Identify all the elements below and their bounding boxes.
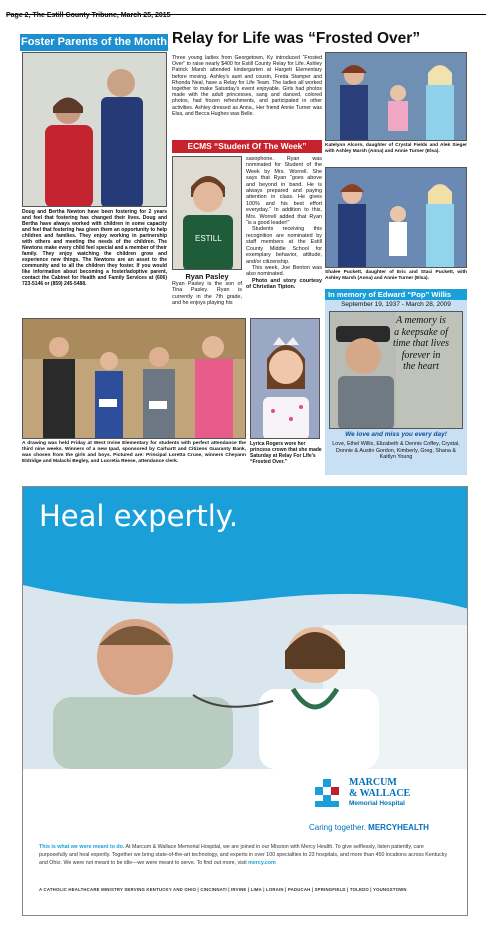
tagline-b: MERCYHEALTH (368, 823, 429, 832)
lyrica-photo (250, 318, 320, 439)
relay-body: Three young ladies from Georgetown, Ky introduced “Frosted Over” to raise nearly $400 for Estill County Relay for Life. Ashley Patrick Marsh attended kindergarten at Hargett Elementary before moving. Ashley’s aunt and cousin, Freda Stamper and Rhonda Neal, have a Relay for Life Team. The ladies all worked together to make Saturday’s event enjoyable. Girls had photos made with the adult princesses, sang and danced, colored photos, had frozen refreshments, and participated in other activities. Ashley dressed as Anna., Her friend Annie Turner was Elsa, and Becca Hughes was Belle. (172, 55, 322, 117)
quote-line-2: a keepsake of (394, 326, 448, 338)
lyrica-caption: Lyrica Rogers wore her princess crown that she made Saturday at Relay For Life’s “Frosted Over.” (250, 441, 322, 465)
memorial-names: Love, Ethel Willis, Elizabeth & Dennis Coffey, Crystal, Donnie & Austin Gordon, Kimberly, Greg, Shana & Kaitlyn Young (332, 441, 460, 461)
ad-footer: A CATHOLIC HEALTHCARE MINISTRY SERVING KENTUCKY AND OHIO | CINCINNATI | IRVINE | LIMA | LORAIN | PADUCAH | SPRINGFIELD | TOLEDO | YOUNGSTOWN (39, 887, 407, 892)
student-photo (172, 156, 242, 270)
relay-title: Relay for Life was “Frosted Over” (172, 30, 421, 47)
relay-photo-2 (325, 167, 467, 268)
ad-frame (22, 486, 468, 916)
ad-body-text: At Marcum & Wallace Memorial Hospital, we are joined in our Mission with Mercy Health. To give selflessly, listen patiently, care purposefully and heal expertly. Together we bring state-of-the-art technology, and experts in over 100 specialties to 23 hospitals, and more than 450 locations across Kentucky and Ohio. We were not meant to be idle—we were meant to serve. To find out more, visit (39, 844, 448, 866)
ad-top-band (23, 487, 468, 595)
ad-body (39, 843, 453, 867)
quote-line-4: forever in (401, 349, 441, 361)
ad-headline: Heal expertly. (39, 499, 239, 533)
drawing-photo (22, 318, 246, 439)
tagline-a: Caring together. (309, 823, 366, 832)
memorial-dates: September 19, 1937 - March 28, 2009 (341, 301, 451, 308)
memorial-photo (329, 311, 463, 429)
page-header (6, 4, 486, 19)
memorial-box (325, 289, 467, 475)
ad-lead: This is what we were meant to do. (39, 844, 125, 850)
hospital-logo (313, 775, 453, 819)
student-col1: Ryan Pasley is the son of Tina Pasley. Ryan is currently in the 7th grade, and he enjoys playing his (172, 281, 242, 307)
relay-photo-1 (325, 52, 467, 141)
student-credit: Photo and story courtesy of Christian Tipton. (246, 277, 322, 291)
student-col2c: This week, Joe Benton was also nominated. (246, 264, 322, 278)
ad-tagline (309, 823, 465, 832)
drawing-caption: A drawing was held Friday at West Irvine Elementary for students with perfect attendance the third nine weeks. Winners of a new Ipad, sponsored by Carhartt and Citizens Guaranty Bank, was chosen from the girls and boys. Pictured are: Principal Loretta Cruse, winners Cheyann Eldridge and Malachi Begley, and Lucretia Reese, attendance clerk. (22, 441, 246, 464)
student-col2a: saxophone. Ryan was nominated for Student of the Week by Mrs. Worrell. She says that Ryan “goes above and beyond in band. He is always prepared and paying attention in class. He gives 100% and his best effort everyday.” In addition to this, Mrs. Worrell added that Ryan “is a good leader!” (246, 156, 322, 227)
foster-photo (22, 52, 167, 207)
memorial-quote (384, 315, 458, 373)
student-title-bar (172, 140, 322, 153)
quote-line-3: time that lives (392, 338, 450, 349)
student-col2 (246, 156, 322, 291)
relay-caption-2: Shalee Puckett, daughter of Eric and Staci Puckett, with Ashley Marsh (Anna) and Annie Turner (Elsa). (325, 270, 467, 281)
logo-line-1: MARCUM (349, 777, 397, 788)
ad-photo (23, 585, 468, 769)
relay-caption-1: Katelynn Alcorn, daughter of Crystal Fields and Alek Sieger with Ashley Marsh (Anna) and Annie Turner (Elsa). (325, 143, 467, 154)
page-header-text: Page 2, The Estill County Tribune, March 25, 2015 (6, 12, 171, 19)
quote-line-1: A memory is (396, 315, 446, 326)
logo-line-2: & WALLACE (349, 788, 411, 799)
logo-mark-icon (313, 779, 345, 809)
memorial-title: In memory of Edward “Pop” Willis (328, 290, 452, 299)
foster-caption: Doug and Bertha Newton have been fostering for 2 years and feel that fostering has changed their lives. Doug and Bertha have always worked with children in some capacity and feel that fostering has given them an opportunity to help children and families. They enjoy working in partnership with others and meeting the needs of the children. The Newtons make every child feel special and a member of their family. They enjoy watching the children grow and experience new things. The Newtons are an asset to the community and to all the children they foster. If you would like information about becoming a foster/adoptive parent, contact the Cabinet for Health and Family Services at (606) 723-5146 or (859) 245-5488. (22, 209, 167, 287)
svg-text:ESTILL: ESTILL (195, 234, 222, 243)
logo-line-3: Memorial Hospital (349, 800, 405, 807)
quote-line-5: the heart (403, 361, 439, 372)
memorial-title-bar (325, 289, 467, 300)
student-title: ECMS “Student Of The Week” (187, 141, 307, 151)
student-name: Ryan Pasley (185, 272, 229, 281)
student-col2b: Students receiving this recognition are nominated by staff members at the Estill County Middle School for exemplary behavior, attitude, and/or citizenship. (246, 226, 322, 265)
foster-title-bar (20, 34, 168, 51)
foster-title: Foster Parents of the Month (20, 36, 168, 48)
ad-url-link[interactable]: mercy.com (248, 860, 276, 866)
memorial-love: We love and miss you every day! (345, 431, 447, 438)
